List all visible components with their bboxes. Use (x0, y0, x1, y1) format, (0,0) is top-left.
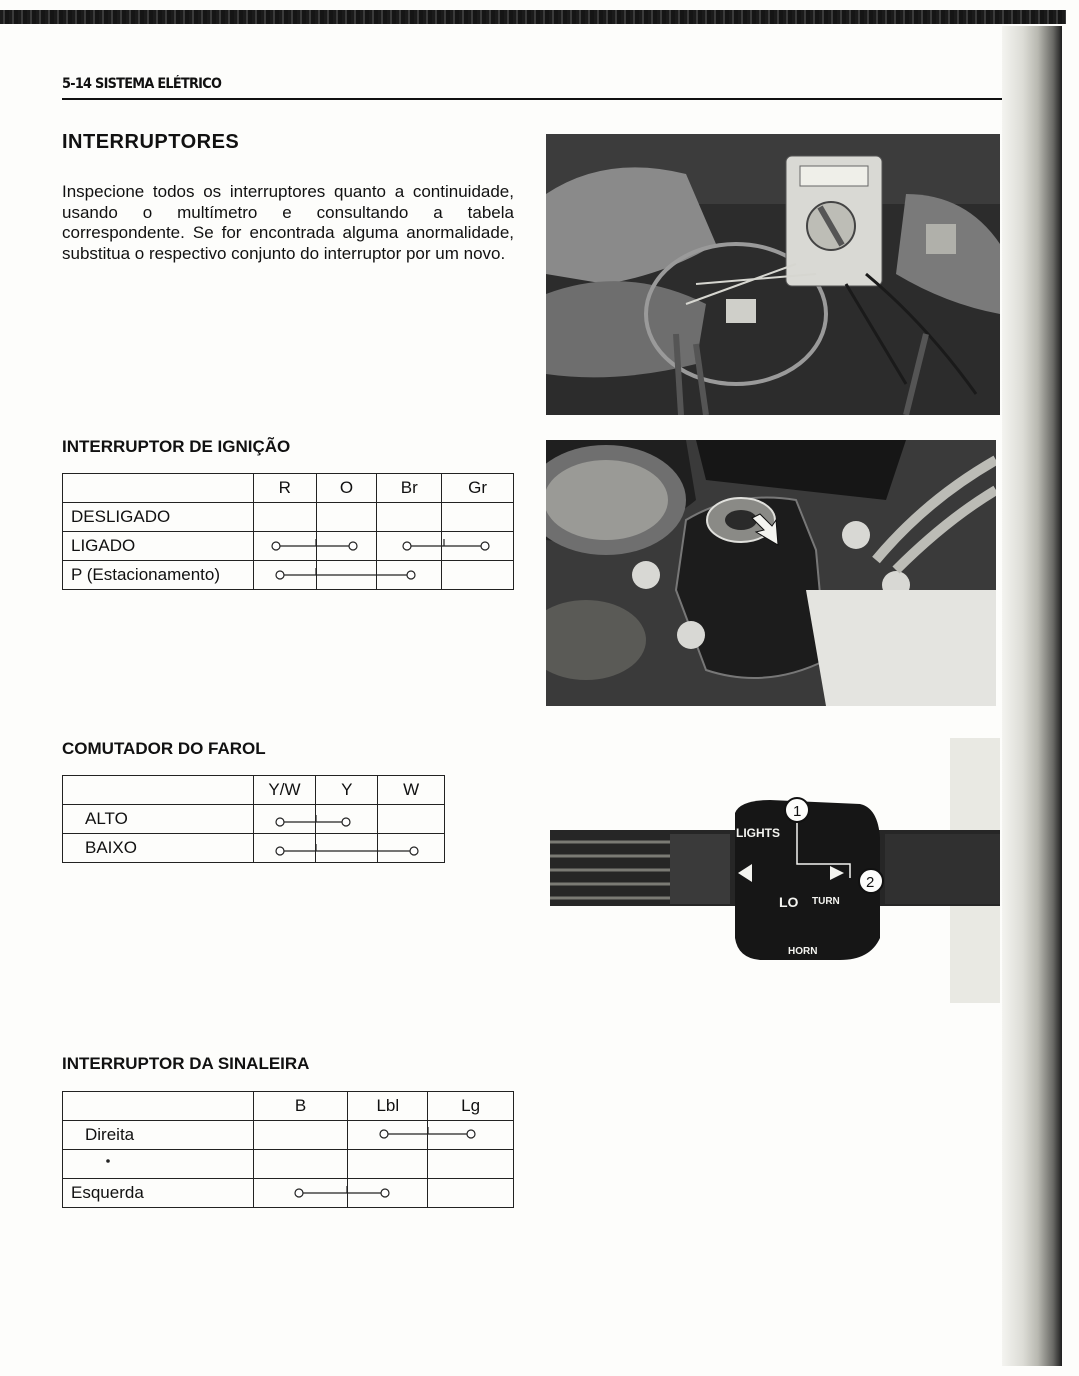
row-label: DESLIGADO (63, 503, 254, 532)
lights-label: LIGHTS (736, 826, 780, 840)
connection-terminal (380, 1130, 388, 1138)
column-header: Y/W (253, 776, 316, 805)
stray-mark (106, 1159, 110, 1163)
turn-heading: INTERRUPTOR DA SINALEIRA (62, 1054, 310, 1073)
row-label: LIGADO (63, 532, 254, 561)
row-label: ALTO (63, 805, 254, 834)
intro-paragraph: Inspecione todos os interruptores quanto a continuidade, usando o multímetro e consultando a tabela correspondente. Se for encontrada alguma anormalidade, substitua o respectivo conjunto do interruptor por um novo. (62, 182, 514, 263)
page-header: 5-14 SISTEMA ELÉTRICO (62, 76, 222, 92)
connection-terminal (381, 1189, 389, 1197)
column-header: R (253, 474, 316, 503)
column-header: O (316, 474, 377, 503)
row-label: Esquerda (63, 1179, 254, 1208)
turn-label: TURN (812, 896, 840, 907)
column-header: Br (377, 474, 442, 503)
connection-terminal (467, 1130, 475, 1138)
connection-terminal (295, 1189, 303, 1197)
row-label: Direita (63, 1121, 254, 1150)
column-header: Lbl (348, 1092, 428, 1121)
column-header: Y (316, 776, 378, 805)
lo-label: LO (779, 894, 799, 910)
column-header: Gr (442, 474, 514, 503)
column-header: Lg (428, 1092, 514, 1121)
photo-multimeter-test (546, 134, 1000, 415)
callout-1-label: 1 (793, 803, 802, 820)
row-label: P (Estacionamento) (63, 561, 254, 590)
lights-label-group (736, 826, 780, 840)
horn-label: HORN (788, 946, 818, 957)
column-header: W (378, 776, 445, 805)
photo-ignition-switch (546, 440, 996, 706)
headlight-heading: COMUTADOR DO FAROL (62, 739, 266, 758)
column-header: B (253, 1092, 348, 1121)
ignition-heading: INTERRUPTOR DE IGNIÇÃO (62, 437, 291, 456)
photo-handlebar-switch (550, 738, 1000, 1003)
row-label: BAIXO (63, 834, 254, 863)
callout-2-label: 2 (866, 874, 875, 891)
section-title: INTERRUPTORES (62, 131, 240, 153)
